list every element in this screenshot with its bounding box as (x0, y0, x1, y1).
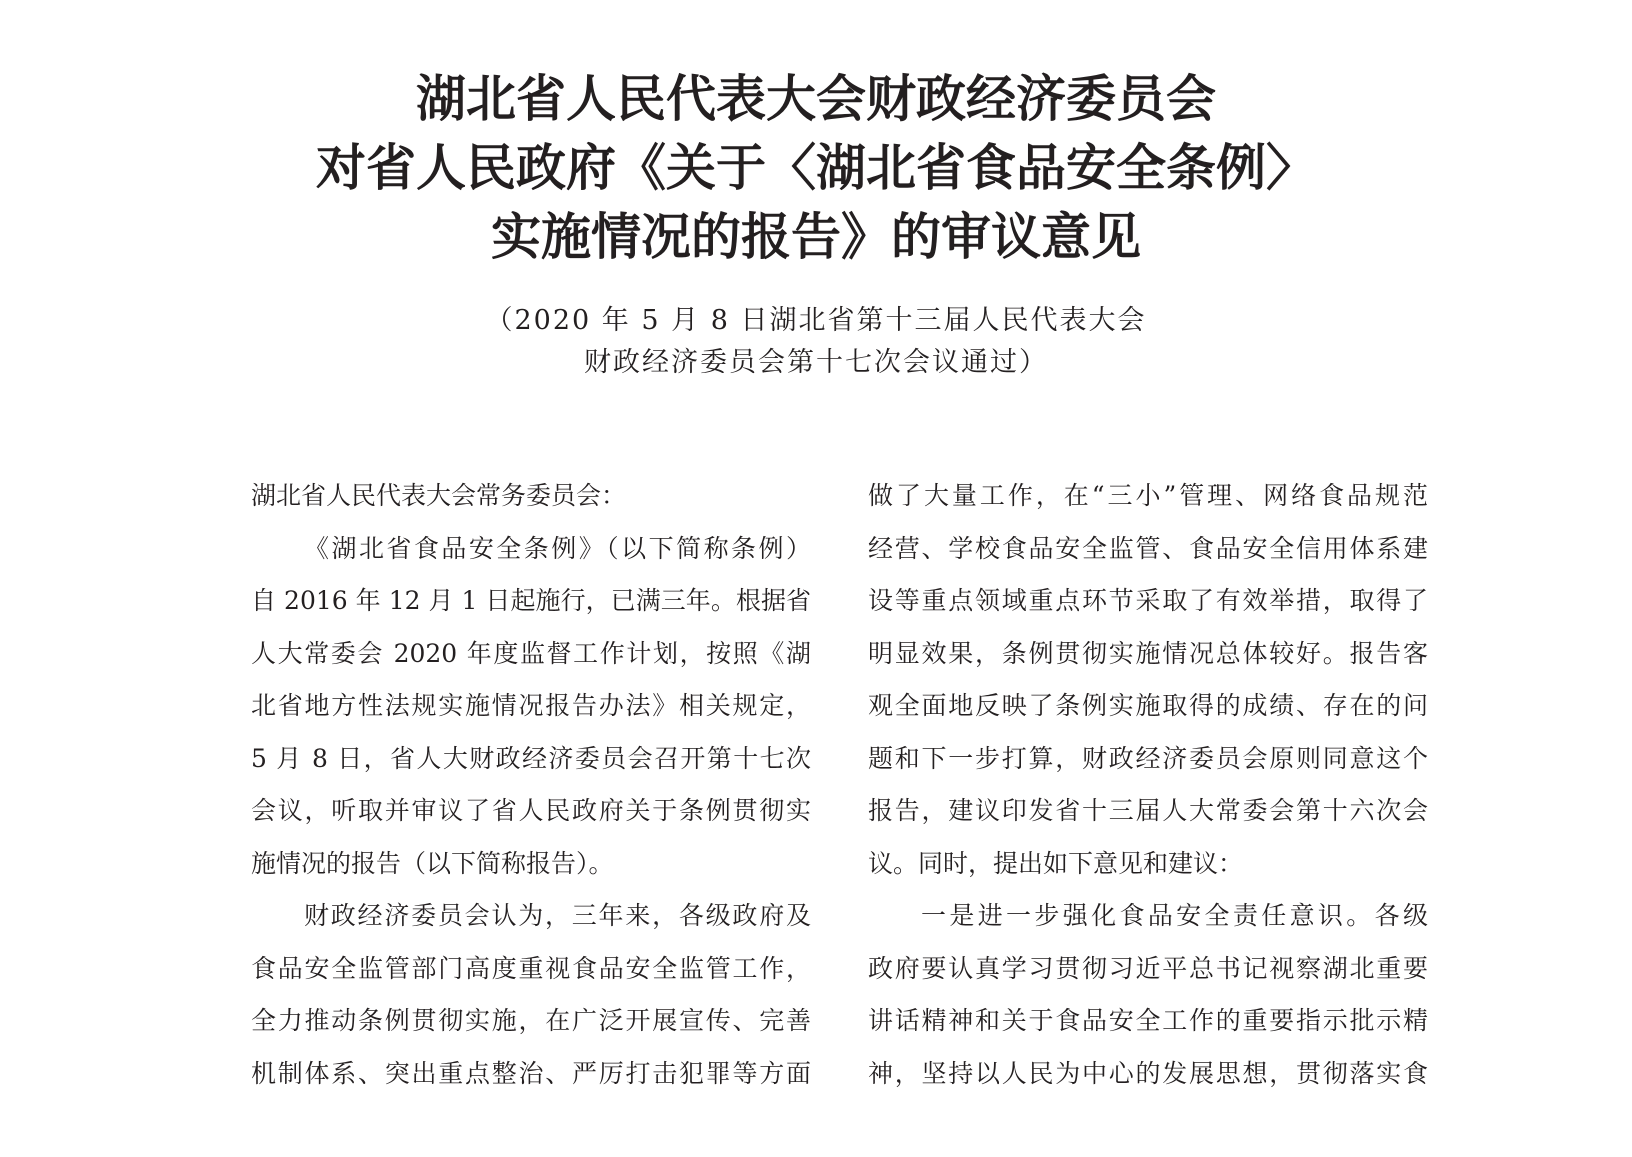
body-line: 议。同时，提出如下意见和建议： (868, 848, 1244, 878)
left-column (251, 470, 811, 1100)
body-line: 全力推动条例贯彻实施，在广泛开展宣传、完善 (251, 1006, 811, 1035)
title-line: 实施情况的报告》的审议意见 (491, 207, 1141, 266)
body-line: 5 月 8 日，省人大财政经济委员会召开第十七次 (251, 743, 811, 773)
document-subtitle (0, 300, 1632, 384)
body-line: 人大常委会 2020 年度监督工作计划，按照《湖 (251, 638, 811, 668)
body-line: 题和下一步打算，财政经济委员会原则同意这个 (868, 743, 1428, 773)
body-line: 神，坚持以人民为中心的发展思想，贯彻落实食 (868, 1058, 1428, 1088)
right-column (868, 470, 1428, 1100)
body-line: 一是进一步强化食品安全责任意识。各级 (921, 901, 1428, 930)
body-line: 会议，听取并审议了省人民政府关于条例贯彻实 (251, 796, 811, 825)
subtitle-line: 财政经济委员会第十七次会议通过） (584, 347, 1048, 378)
body-line: 报告，建议印发省十三届人大常委会第十六次会 (868, 796, 1428, 825)
body-line: 施情况的报告（以下简称报告）。 (251, 848, 614, 878)
title-line: 对省人民政府《关于〈湖北省食品安全条例〉 (316, 138, 1316, 197)
body-line: 财政经济委员会认为，三年来，各级政府及 (304, 901, 811, 930)
body-line: 《湖北省食品安全条例》（以下简称条例） (304, 533, 811, 563)
body-line: 经营、学校食品安全监管、食品安全信用体系建 (868, 533, 1428, 563)
body-line: 政府要认真学习贯彻习近平总书记视察湖北重要 (868, 953, 1428, 983)
document-title (0, 64, 1632, 271)
salutation-line: 湖北省人民代表大会常务委员会： (251, 481, 627, 510)
body-line: 讲话精神和关于食品安全工作的重要指示批示精 (868, 1006, 1428, 1035)
body-line: 北省地方性法规实施情况报告办法》相关规定， (251, 691, 811, 720)
title-line: 湖北省人民代表大会财政经济委员会 (416, 69, 1216, 128)
body-line: 设等重点领域重点环节采取了有效举措，取得了 (868, 586, 1428, 615)
body-line: 观全面地反映了条例实施取得的成绩、存在的问 (868, 691, 1428, 720)
body-line: 做了大量工作，在“三小”管理、网络食品规范 (868, 481, 1428, 510)
body-line: 明显效果，条例贯彻实施情况总体较好。报告客 (868, 638, 1428, 668)
subtitle-line: （2020 年 5 月 8 日湖北省第十三届人民代表大会 (485, 305, 1147, 336)
body-line: 自 2016 年 12 月 1 日起施行，已满三年。根据省 (251, 586, 811, 615)
body-line: 食品安全监管部门高度重视食品安全监管工作， (251, 953, 811, 983)
body-line: 机制体系、突出重点整治、严厉打击犯罪等方面 (251, 1058, 811, 1088)
